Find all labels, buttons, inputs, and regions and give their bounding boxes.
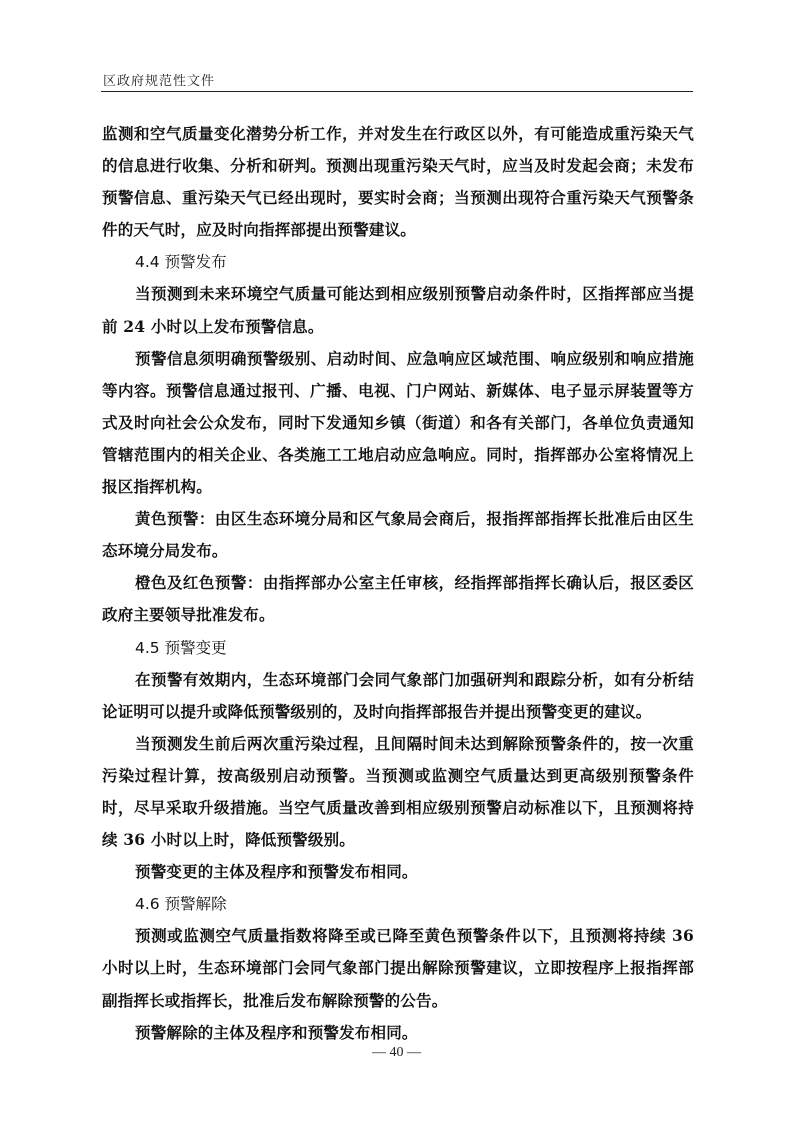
yellow-warning-text: 由区生态环境分局和区气象局会商后，报指挥部指挥长批准后由区生态环境分局发布。	[102, 509, 694, 561]
section-heading-4-4: 4.4 预警发布	[135, 253, 227, 272]
orange-red-warning-text: 由指挥部办公室主任审核，经指挥部指挥长确认后，报区委区政府主要领导批准发布。	[102, 573, 694, 625]
paragraph-lift-procedure: 预警解除的主体及程序和预警发布相同。	[135, 1022, 418, 1042]
orange-red-warning-label: 橙色及红色预警：	[135, 573, 263, 593]
paragraph-orange-red-warning	[102, 567, 694, 631]
running-header: 区政府规范性文件	[103, 74, 216, 89]
paragraph-release-content: 预警信息须明确预警级别、启动时间、应急响应区域范围、响应级别和响应措施等内容。预警信息通过报刊、广播、电视、门户网站、新媒体、电子显示屏装置等方式及时向社会公众发布，同时下发通知乡镇（街道）和各有关部门，各单位负责通知管辖范围内的相关企业、各类施工工地启动应急响应。同时，指挥部办公室将情况上报区指挥机构。	[102, 348, 694, 497]
document-body	[102, 118, 694, 1049]
paragraph-change-rules: 当预测发生前后两次重污染过程，且间隔时间未达到解除预警条件的，按一次重污染过程计算，按高级别启动预警。当预测或监测空气质量达到更高级别预警条件时，尽早采取升级措施。当空气质量改善到相应级别预警启动标准以下，且预测将持续 36 小时以上时，降低预警级别。	[102, 733, 694, 850]
paragraph-release-lift: 预测或监测空气质量指数将降至或已降至黄色预警条件以下，且预测将持续 36 小时以上时，生态环境部门会同气象部门提出解除预警建议，立即按程序上报指挥部副指挥长或指挥长，批准后发布解除预警的公告。	[102, 926, 694, 1010]
paragraph-change-procedure: 预警变更的主体及程序和预警发布相同。	[135, 862, 418, 882]
section-heading-4-5: 4.5 预警变更	[135, 638, 227, 657]
header-rule	[101, 91, 693, 92]
yellow-warning-label: 黄色预警：	[135, 509, 215, 529]
page-number: — 40 —	[372, 1045, 421, 1060]
paragraph-yellow-warning	[102, 503, 694, 567]
paragraph-change-judgement: 在预警有效期内，生态环境部门会同气象部门加强研判和跟踪分析，如有分析结论证明可以提升或降低预警级别的，及时向指挥部报告并提出预警变更的建议。	[102, 669, 694, 721]
paragraph-release-timing: 当预测到未来环境空气质量可能达到相应级别预警启动条件时，区指挥部应当提前 24 小时以上发布预警信息。	[102, 284, 694, 336]
section-heading-4-6: 4.6 预警解除	[135, 895, 227, 914]
paragraph-continuation: 监测和空气质量变化潜势分析工作，并对发生在行政区以外，有可能造成重污染天气的信息进行收集、分析和研判。预测出现重污染天气时，应当及时发起会商；未发布预警信息、重污染天气已经出现时，要实时会商；当预测出现符合重污染天气预警条件的天气时，应及时向指挥部提出预警建议。	[102, 124, 694, 240]
